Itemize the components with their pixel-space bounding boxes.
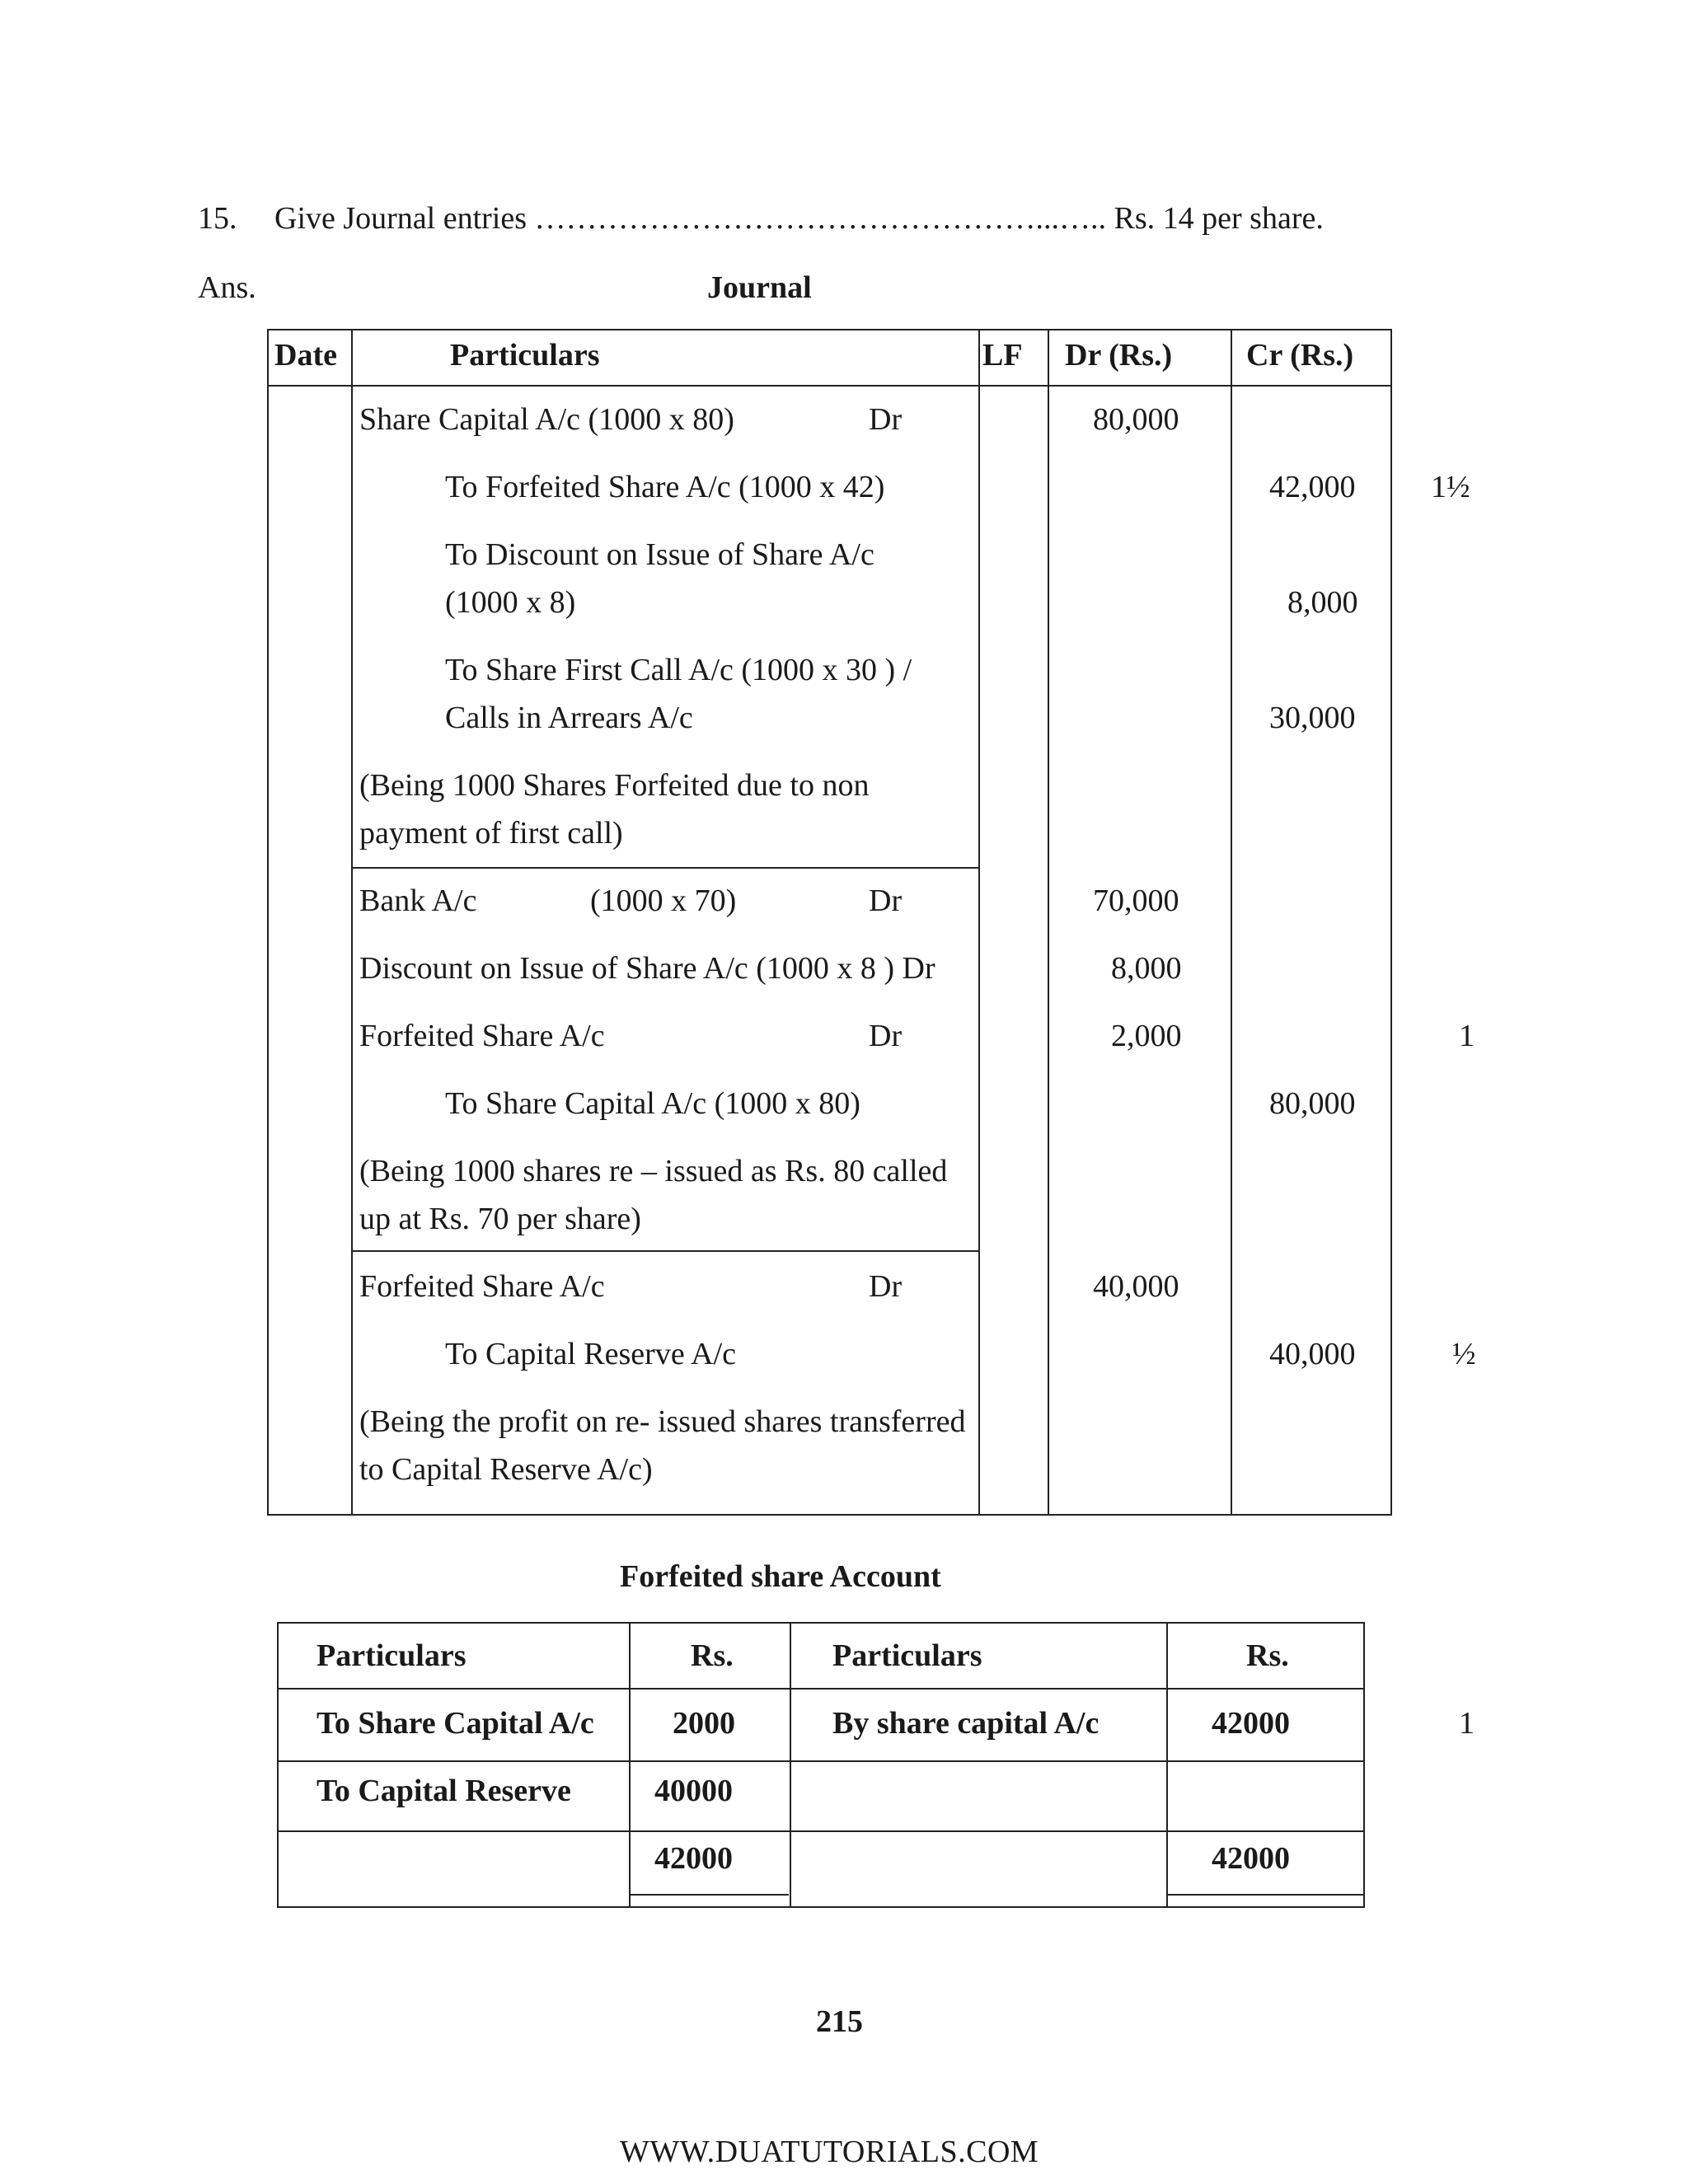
entry1-credit-calls-arrears: Calls in Arrears A/c	[445, 701, 693, 735]
entry1-cr-amount-first-call: 30,000	[1269, 701, 1356, 735]
account-header-particulars-cr: Particulars	[832, 1638, 982, 1673]
entry3-narration-cont: to Capital Reserve A/c)	[359, 1452, 653, 1487]
journal-title: Journal	[707, 270, 812, 305]
account-total-credit: 42000	[1212, 1841, 1290, 1876]
entry1-dr-marker: Dr	[869, 402, 903, 437]
entry-divider	[352, 867, 979, 869]
entry2-cr-amount: 80,000	[1269, 1086, 1356, 1121]
header-date: Date	[274, 338, 337, 373]
entry1-narration: (Being 1000 Shares Forfeited due to non	[359, 768, 870, 803]
account-header-divider	[279, 1688, 1365, 1690]
entry1-credit-discount-calc: (1000 x 8)	[445, 585, 576, 620]
entry2-credit-share-capital: To Share Capital A/c (1000 x 80)	[445, 1086, 860, 1121]
entry1-marks: 1½	[1431, 470, 1470, 504]
account-header-rs-cr: Rs.	[1246, 1638, 1289, 1673]
entry1-cr-amount-discount: 8,000	[1287, 585, 1358, 620]
header-dr: Dr (Rs.)	[1065, 338, 1173, 373]
total-double-line	[631, 1894, 789, 1896]
entry1-credit-forfeited: To Forfeited Share A/c (1000 x 42)	[445, 470, 885, 504]
page-number: 215	[816, 2004, 863, 2039]
entry3-marks: ½	[1452, 1337, 1476, 1371]
entry2-discount-dr-amount: 8,000	[1111, 951, 1182, 986]
entry2-debit-forfeited: Forfeited Share A/c	[359, 1019, 605, 1053]
account-header-rs-dr: Rs.	[691, 1638, 734, 1673]
entry3-debit-forfeited: Forfeited Share A/c	[359, 1269, 605, 1304]
entry2-debit-bank: Bank A/c	[359, 883, 477, 918]
account-row1-debit-amount: 2000	[673, 1706, 735, 1741]
entry2-bank-dr-marker: Dr	[869, 883, 903, 918]
entry3-narration: (Being the profit on re- issued shares transferred	[359, 1404, 966, 1439]
account-header-particulars-dr: Particulars	[316, 1638, 467, 1673]
header-cr: Cr (Rs.)	[1246, 338, 1354, 373]
entry1-debit-account: Share Capital A/c (1000 x 80)	[359, 402, 734, 437]
entry1-cr-amount-forfeited: 42,000	[1269, 470, 1356, 504]
entry1-credit-first-call: To Share First Call A/c (1000 x 30 ) /	[445, 653, 912, 687]
entry3-dr-marker: Dr	[869, 1269, 903, 1304]
account-row-divider	[279, 1760, 1365, 1762]
account-row1-credit-amount: 42000	[1212, 1706, 1290, 1741]
account-marks: 1	[1459, 1706, 1475, 1741]
footer-website: WWW.DUATUTORIALS.COM	[620, 2135, 1039, 2169]
entry2-forfeited-dr-marker: Dr	[869, 1019, 903, 1053]
question-number: 15.	[198, 201, 237, 236]
entry2-debit-discount: Discount on Issue of Share A/c (1000 x 8 ) Dr	[359, 951, 935, 986]
entry2-forfeited-dr-amount: 2,000	[1111, 1019, 1182, 1053]
ans-label: Ans.	[198, 270, 256, 305]
total-double-line	[1168, 1894, 1364, 1896]
entry1-credit-discount: To Discount on Issue of Share A/c	[445, 537, 874, 572]
account-row-divider	[279, 1830, 1365, 1832]
account-row1-credit: By share capital A/c	[832, 1706, 1100, 1741]
entry3-cr-amount: 40,000	[1269, 1337, 1356, 1371]
account-title: Forfeited share Account	[620, 1559, 941, 1594]
account-row1-debit: To Share Capital A/c	[316, 1706, 594, 1741]
header-lf: LF	[982, 338, 1023, 373]
entry3-dr-amount: 40,000	[1093, 1269, 1179, 1304]
account-row2-debit-amount: 40000	[654, 1774, 733, 1808]
header-particulars: Particulars	[450, 338, 600, 373]
entry2-bank-calc: (1000 x 70)	[590, 883, 737, 918]
entry-divider	[352, 1250, 979, 1252]
entry1-narration-cont: payment of first call)	[359, 816, 623, 851]
entry2-narration-cont: up at Rs. 70 per share)	[359, 1202, 641, 1236]
account-row2-debit: To Capital Reserve	[316, 1774, 571, 1808]
entry3-credit-capital-reserve: To Capital Reserve A/c	[445, 1337, 736, 1371]
entry2-marks: 1	[1459, 1019, 1475, 1053]
journal-table	[267, 329, 1392, 1516]
question-text: Give Journal entries …………………………………………...….. Rs. 14 per share.	[274, 201, 1324, 236]
entry2-bank-dr-amount: 70,000	[1093, 883, 1179, 918]
entry1-dr-amount: 80,000	[1093, 402, 1179, 437]
journal-header-divider	[269, 385, 1392, 387]
entry2-narration: (Being 1000 shares re – issued as Rs. 80 called	[359, 1154, 948, 1188]
account-total-debit: 42000	[654, 1841, 733, 1876]
